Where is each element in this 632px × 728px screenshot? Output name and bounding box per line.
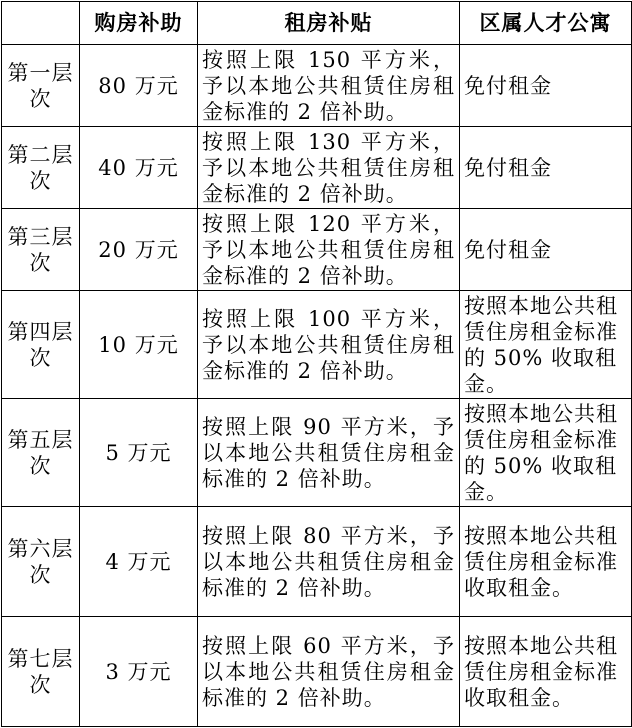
header-talent-apartment: 区属人才公寓 — [460, 2, 632, 45]
apartment-cell: 免付租金 — [460, 45, 632, 127]
level-cell: 第七层次 — [2, 617, 80, 727]
rent-subsidy-cell: 按照上限 150 平方米，予以本地公共租赁住房租金标准的 2 倍补助。 — [198, 45, 460, 127]
header-level — [2, 2, 80, 45]
level-cell: 第五层次 — [2, 399, 80, 507]
purchase-subsidy-cell: 40 万元 — [80, 127, 198, 209]
rent-subsidy-cell: 按照上限 130 平方米，予以本地公共租赁住房租金标准的 2 倍补助。 — [198, 127, 460, 209]
apartment-cell: 按照本地公共租赁住房租金标准收取租金。 — [460, 617, 632, 727]
header-row — [2, 2, 632, 45]
level-cell: 第二层次 — [2, 127, 80, 209]
purchase-subsidy-cell: 3 万元 — [80, 617, 198, 727]
rent-subsidy-cell: 按照上限 100 平方米，予以本地公共租赁住房租金标准的 2 倍补助。 — [198, 291, 460, 399]
purchase-subsidy-cell: 10 万元 — [80, 291, 198, 399]
apartment-cell: 按照本地公共租赁住房租金标准的 50% 收取租金。 — [460, 291, 632, 399]
level-cell: 第一层次 — [2, 45, 80, 127]
rent-subsidy-cell: 按照上限 80 平方米，予以本地公共租赁住房租金标准的 2 倍补助。 — [198, 507, 460, 617]
purchase-subsidy-cell: 20 万元 — [80, 209, 198, 291]
apartment-cell: 按照本地公共租赁住房租金标准的 50% 收取租金。 — [460, 399, 632, 507]
apartment-cell: 按照本地公共租赁住房租金标准收取租金。 — [460, 507, 632, 617]
rent-subsidy-cell: 按照上限 90 平方米，予以本地公共租赁住房租金标准的 2 倍补助。 — [198, 399, 460, 507]
purchase-subsidy-cell: 5 万元 — [80, 399, 198, 507]
table-row — [2, 209, 632, 291]
header-purchase-subsidy: 购房补助 — [80, 2, 198, 45]
purchase-subsidy-cell: 4 万元 — [80, 507, 198, 617]
apartment-cell: 免付租金 — [460, 127, 632, 209]
level-cell: 第六层次 — [2, 507, 80, 617]
table-row — [2, 617, 632, 727]
level-cell: 第四层次 — [2, 291, 80, 399]
talent-housing-policy-table — [1, 1, 632, 727]
rent-subsidy-cell: 按照上限 60 平方米，予以本地公共租赁住房租金标准的 2 倍补助。 — [198, 617, 460, 727]
rent-subsidy-cell: 按照上限 120 平方米，予以本地公共租赁住房租金标准的 2 倍补助。 — [198, 209, 460, 291]
table-row — [2, 507, 632, 617]
table-row — [2, 399, 632, 507]
level-cell: 第三层次 — [2, 209, 80, 291]
table-row — [2, 45, 632, 127]
table-row — [2, 291, 632, 399]
apartment-cell: 免付租金 — [460, 209, 632, 291]
header-rent-subsidy: 租房补贴 — [198, 2, 460, 45]
table-row — [2, 127, 632, 209]
purchase-subsidy-cell: 80 万元 — [80, 45, 198, 127]
